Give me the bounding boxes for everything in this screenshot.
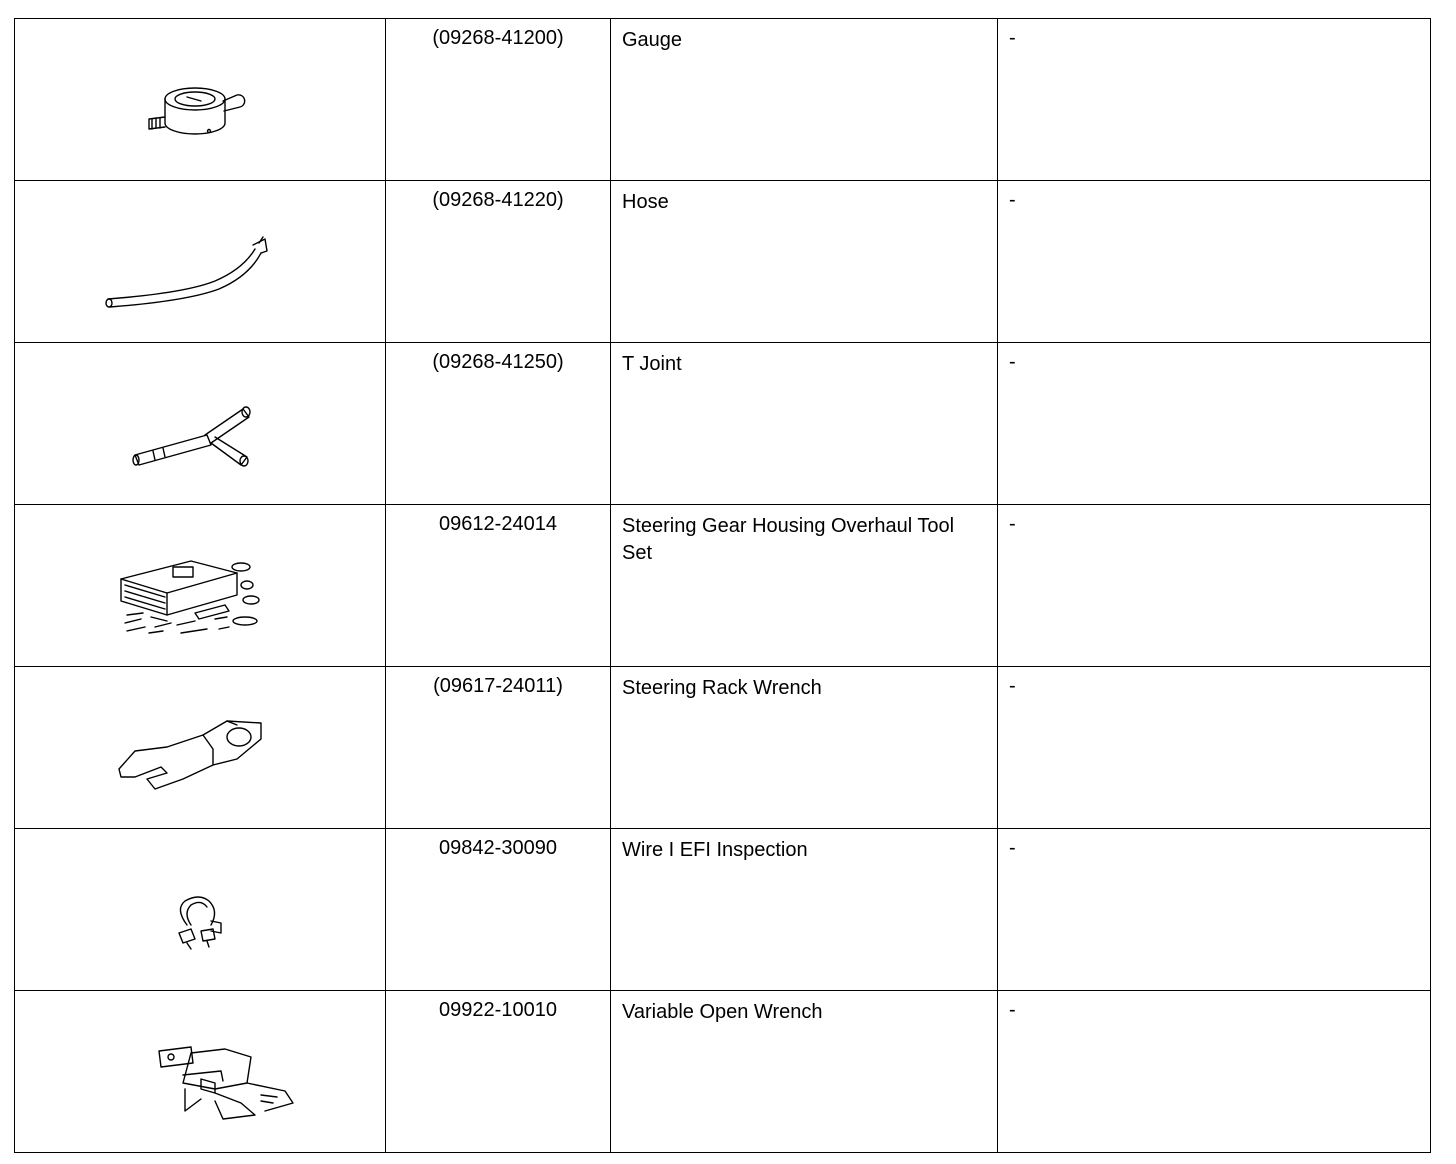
tool-illustration-cell — [15, 505, 386, 667]
tool-note: - — [1009, 351, 1016, 373]
tool-note: - — [1009, 675, 1016, 697]
table-row — [15, 667, 1431, 829]
part-number: (09268-41220) — [432, 189, 564, 211]
tool-illustration-cell — [15, 667, 386, 829]
tool-note: - — [1009, 999, 1016, 1021]
tool-name: Hose — [622, 191, 669, 213]
table-row — [15, 181, 1431, 343]
tool-illustration-cell — [15, 181, 386, 343]
part-number: (09268-41200) — [432, 27, 564, 49]
variable-wrench-icon — [15, 991, 385, 1151]
part-number: 09922-10010 — [439, 999, 557, 1021]
tool-name: Steering Rack Wrench — [622, 677, 822, 699]
table-row — [15, 829, 1431, 991]
table-row — [15, 505, 1431, 667]
tool-name: Wire I EFI Inspection — [622, 839, 808, 861]
table-row — [15, 343, 1431, 505]
table-row — [15, 991, 1431, 1153]
tool-illustration-cell — [15, 19, 386, 181]
tool-illustration-cell — [15, 829, 386, 991]
hose-icon — [15, 181, 385, 341]
t-joint-icon — [15, 343, 385, 503]
table-row — [15, 19, 1431, 181]
tool-name: Gauge — [622, 29, 683, 51]
tool-illustration-cell — [15, 343, 386, 505]
tool-name: T Joint — [622, 353, 682, 375]
part-number: (09268-41250) — [432, 351, 564, 373]
tool-name: Variable Open Wrench — [622, 1001, 823, 1023]
tool-illustration-cell — [15, 991, 386, 1153]
part-number: (09617-24011) — [433, 675, 563, 697]
rack-wrench-icon — [15, 667, 385, 827]
tool-set-icon — [15, 505, 385, 665]
part-number: 09842-30090 — [439, 837, 557, 859]
pressure-gauge-icon — [15, 19, 385, 179]
tool-note: - — [1009, 513, 1016, 535]
wire-icon — [15, 829, 385, 989]
tool-note: - — [1009, 837, 1016, 859]
tool-note: - — [1009, 189, 1016, 211]
part-number: 09612-24014 — [439, 513, 557, 535]
special-tools-table — [14, 18, 1431, 1153]
tool-note: - — [1009, 27, 1016, 49]
tool-name: Steering Gear Housing Overhaul Tool Set — [622, 515, 955, 564]
